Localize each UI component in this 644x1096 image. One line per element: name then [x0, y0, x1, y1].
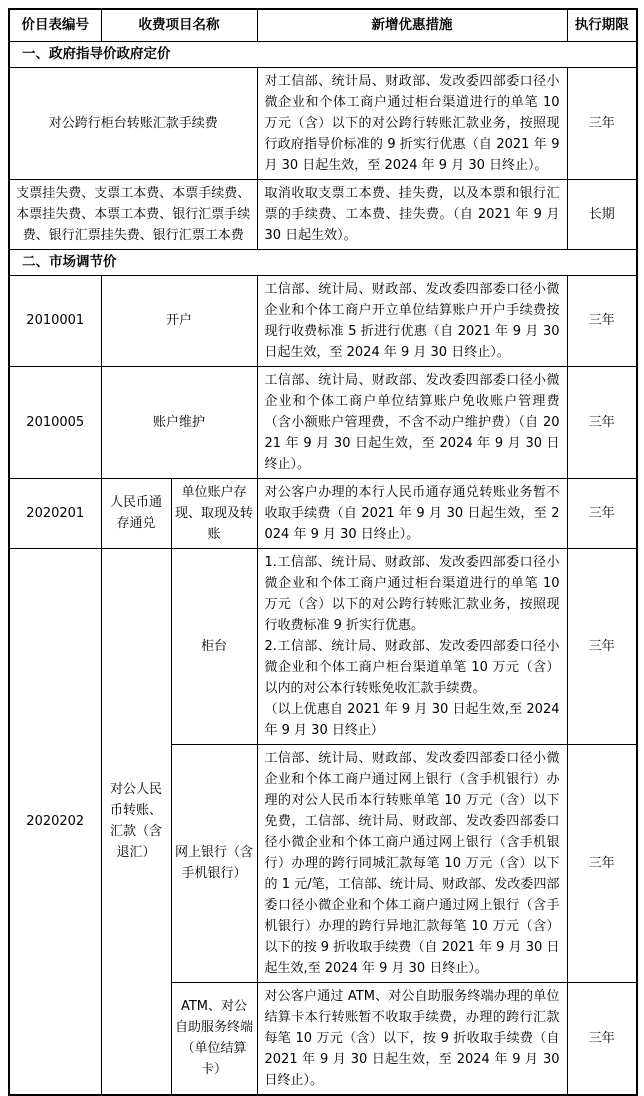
- measure-cell: 对工信部、统计局、财政部、发改委四部委口径小微企业和个体工商户通过柜台渠道进行的单笔 10 万元（含）以下的对公跨行转账汇款业务，按照现行政府指导价标准的 9 折实行优惠（自 2021 年 9 月 30 日起生效，至 2024 年 9 月 30 日终止）。: [257, 67, 567, 179]
- fee-code-cell: 2020201: [9, 478, 101, 548]
- table-row: [9, 275, 637, 366]
- fee-code-cell: 2020202: [9, 548, 101, 1095]
- measure-cell: 工信部、统计局、财政部、发改委四部委口径小微企业和个体工商户通过网上银行（含手机银行）办理的对公人民币本行转账单笔 10 万元（含）以下免费，工信部、统计局、财政部、发改委四部委口径小微企业和个体工商户通过网上银行（含手机银行）办理的跨行同城汇款每笔 10 万元（含）以下的 1 元/笔，工信部、统计局、财政部、发改委四部委口径小微企业和个体工商户通过网上银行（含手机银行）办理的跨行异地汇款每笔 10 万元（含）以下的按 9 折收取手续费（自 2021 年 9 月 30 日起生效,至 2024 年 9 月 30 日终止）。: [257, 744, 567, 982]
- col-header-execution-period: 执行期限: [567, 9, 637, 41]
- period-cell: 三年: [567, 67, 637, 179]
- fee-code-cell: 2010005: [9, 366, 101, 478]
- channel-cell: 柜台: [171, 548, 257, 744]
- measure-cell: 对公客户通过 ATM、对公自助服务终端办理的单位结算卡本行转账暂不收取手续费，办理的跨行汇款每笔 10 万元（含）以下，按 9 折收取手续费（自 2021 年 9 月 30 日起生效，至 2024 年 9 月 30 日终止）。: [257, 982, 567, 1095]
- table-row: [9, 179, 637, 249]
- fee-name-cell: 支票挂失费、支票工本费、本票手续费、本票挂失费、本票工本费、银行汇票手续费、银行汇票挂失费、银行汇票工本费: [9, 179, 257, 249]
- col-header-new-measures: 新增优惠措施: [257, 9, 567, 41]
- fee-name-cell: 对公人民币转账、汇款（含退汇）: [101, 548, 171, 1095]
- fee-name-cell: 对公跨行柜台转账汇款手续费: [9, 67, 257, 179]
- col-header-fee-item-name: 收费项目名称: [101, 9, 257, 41]
- section-2-title: 二、市场调节价: [9, 249, 637, 275]
- channel-cell: ATM、对公自助服务终端（单位结算卡）: [171, 982, 257, 1095]
- measure-cell: 工信部、统计局、财政部、发改委四部委口径小微企业和个体工商户单位结算账户免收账户管理费（含小额账户管理费，不含不动户维护费）（自 2021 年 9 月 30 日起生效，至 2024 年 9 月 30 日终止）。: [257, 366, 567, 478]
- table-row: [9, 478, 637, 548]
- period-cell: 三年: [567, 548, 637, 744]
- period-cell: 三年: [567, 744, 637, 982]
- fee-name-cell: 开户: [101, 275, 257, 366]
- fee-code-cell: 2010001: [9, 275, 101, 366]
- fee-schedule-table: [8, 8, 638, 1096]
- section-1-title: 一、政府指导价政府定价: [9, 41, 637, 67]
- period-cell: 长期: [567, 179, 637, 249]
- fee-name-cell: 人民币通存通兑: [101, 478, 171, 548]
- channel-cell: 网上银行（含手机银行）: [171, 744, 257, 982]
- measure-cell: 对公客户办理的本行人民币通存通兑转账业务暂不收取手续费（自 2021 年 9 月 30 日起生效，至 2024 年 9 月 30 日终止）。: [257, 478, 567, 548]
- table-row: [9, 548, 637, 744]
- col-header-price-list-no: 价目表编号: [9, 9, 101, 41]
- fee-subname-cell: 单位账户存现、取现及转账: [171, 478, 257, 548]
- measure-cell: 1.工信部、统计局、财政部、发改委四部委口径小微企业和个体工商户通过柜台渠道进行的单笔 10 万元（含）以下的对公跨行转账汇款业务，按照现行收费标准 9 折实行优惠。 2.工信部、统计局、财政部、发改委四部委口径小微企业和个体工商户柜台渠道单笔 10 万元（含）以内的对公本行转账免收汇款手续费。 （以上优惠自 2021 年 9 月 30 日起生效,至 2024 年 9 月 30 日终止）: [257, 548, 567, 744]
- measure-cell: 工信部、统计局、财政部、发改委四部委口径小微企业和个体工商户开立单位结算账户开户手续费按现行收费标准 5 折进行优惠（自 2021 年 9 月 30 日起生效，至 2024 年 9 月 30 日终止）。: [257, 275, 567, 366]
- period-cell: 三年: [567, 982, 637, 1095]
- period-cell: 三年: [567, 366, 637, 478]
- period-cell: 三年: [567, 478, 637, 548]
- period-cell: 三年: [567, 275, 637, 366]
- fee-name-cell: 账户维护: [101, 366, 257, 478]
- table-row: [9, 67, 637, 179]
- measure-cell: 取消收取支票工本费、挂失费，以及本票和银行汇票的手续费、工本费、挂失费。（自 2021 年 9 月 30 日起生效）。: [257, 179, 567, 249]
- section-1-row: [9, 41, 637, 67]
- table-header-row: [9, 9, 637, 41]
- table-row: [9, 366, 637, 478]
- section-2-row: [9, 249, 637, 275]
